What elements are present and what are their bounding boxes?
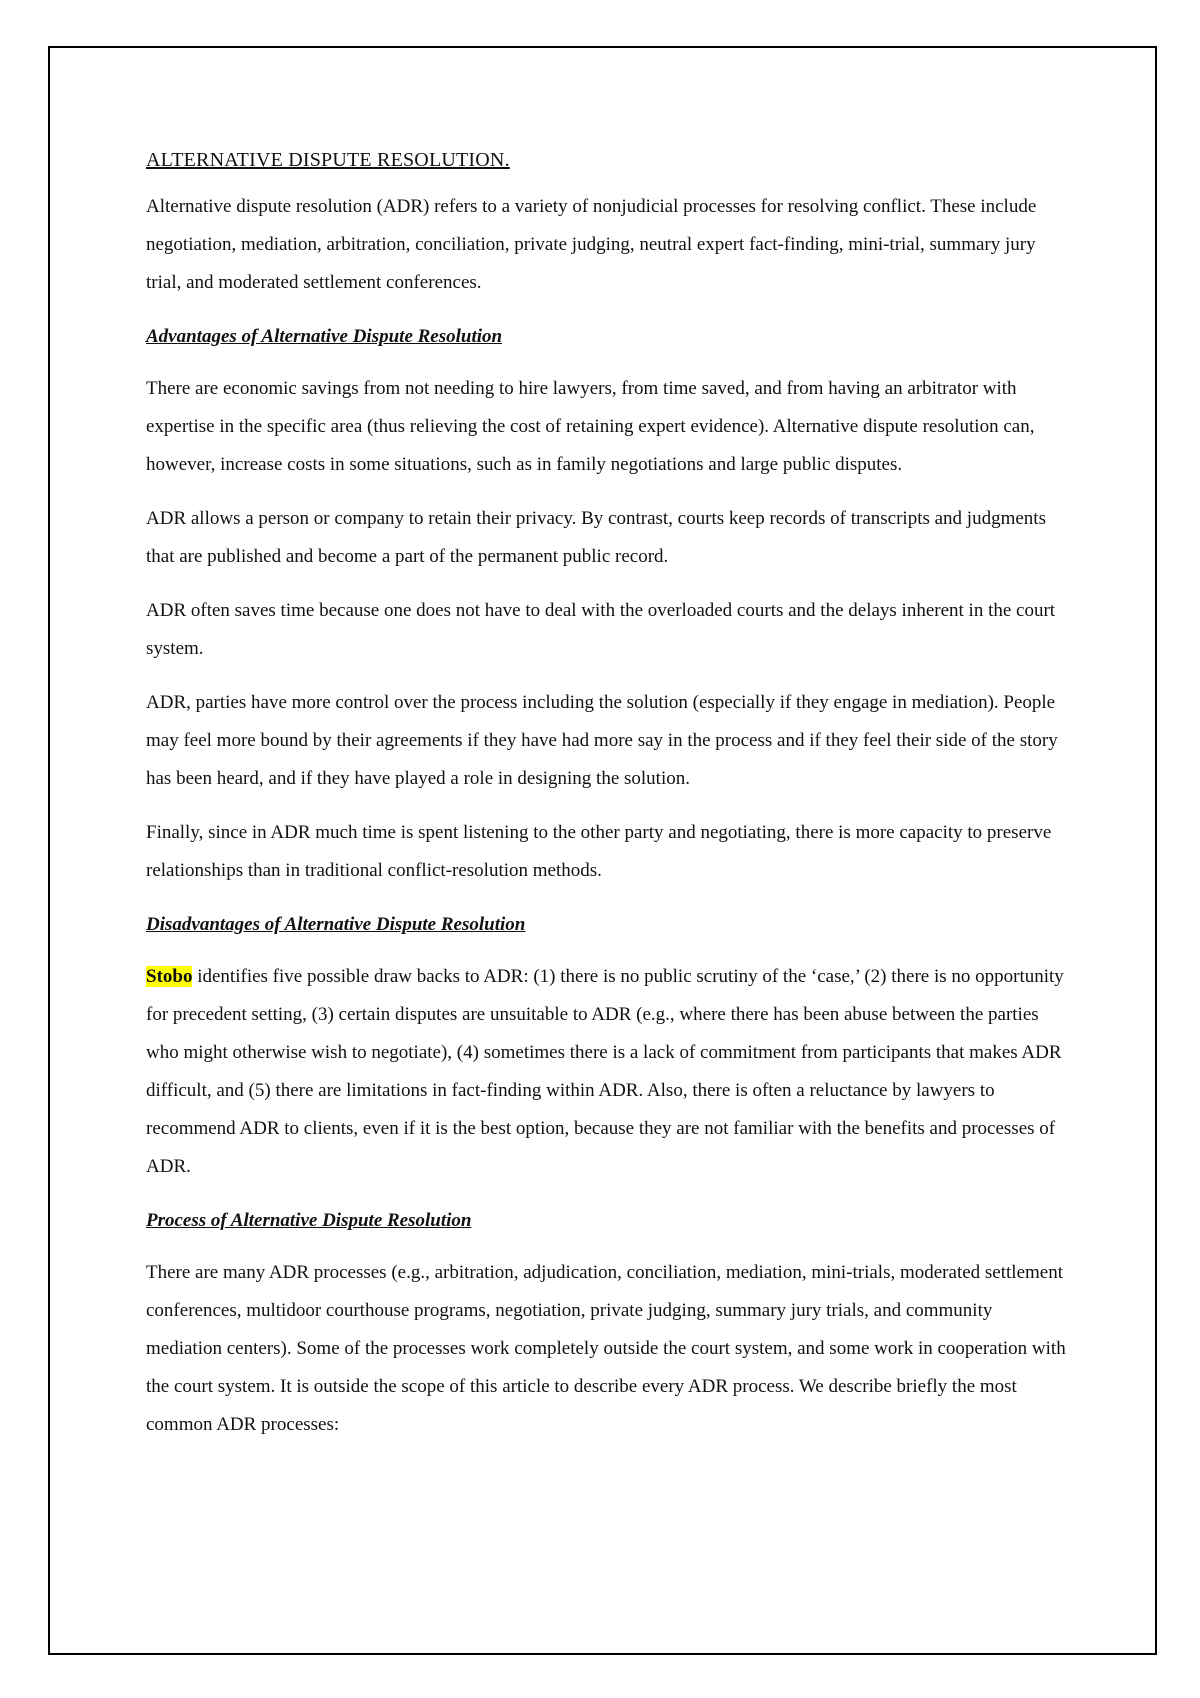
document-body: [146, 140, 1066, 1460]
advantages-heading: Advantages of Alternative Dispute Resolution: [146, 326, 503, 347]
highlighted-author-name: Stobo: [146, 966, 193, 987]
disadvantages-paragraph: [146, 958, 1066, 1186]
disadvantages-heading: Disadvantages of Alternative Dispute Resolution: [146, 914, 526, 935]
disadvantages-text: identifies five possible draw backs to ADR: (1) there is no public scrutiny of the ‘case,’ (2) there is no opportunity for precedent setting, (3) certain disputes are unsuitable to ADR (e.g., where there has been abuse between the parties who might otherwise wish to negotiate), (4) sometimes there is a lack of commitment from participants that makes ADR difficult, and (5) there are limitations in fact-finding within ADR. Also, there is often a reluctance by lawyers to recommend ADR to clients, even if it is the best option, because they are not familiar with the benefits and processes of ADR.: [146, 966, 1064, 1177]
process-heading: Process of Alternative Dispute Resolution: [146, 1210, 472, 1231]
advantages-paragraph: There are economic savings from not needing to hire lawyers, from time saved, and from having an arbitrator with expertise in the specific area (thus relieving the cost of retaining expert evidence). Alternative dispute resolution can, however, increase costs in some situations, such as in family negotiations and large public disputes.: [146, 378, 1035, 475]
process-paragraph: There are many ADR processes (e.g., arbitration, adjudication, conciliation, mediation, mini-trials, moderated settlement conferences, multidoor courthouse programs, negotiation, private judging, summary jury trials, and community mediation centers). Some of the processes work completely outside the court system, and some work in cooperation with the court system. It is outside the scope of this article to describe every ADR process. We describe briefly the most common ADR processes:: [146, 1262, 1066, 1435]
intro-paragraph: Alternative dispute resolution (ADR) refers to a variety of nonjudicial processes for resolving conflict. These include negotiation, mediation, arbitration, conciliation, private judging, neutral expert fact-finding, mini-trial, summary jury trial, and moderated settlement conferences.: [146, 196, 1037, 293]
advantages-paragraph: ADR often saves time because one does not have to deal with the overloaded courts and the delays inherent in the court system.: [146, 600, 1056, 659]
document-title: ALTERNATIVE DISPUTE RESOLUTION.: [146, 149, 510, 171]
advantages-paragraph: Finally, since in ADR much time is spent listening to the other party and negotiating, there is more capacity to preserve relationships than in traditional conflict-resolution methods.: [146, 822, 1052, 881]
advantages-paragraph: ADR allows a person or company to retain their privacy. By contrast, courts keep records of transcripts and judgments that are published and become a part of the permanent public record.: [146, 508, 1046, 567]
advantages-paragraph: ADR, parties have more control over the process including the solution (especially if they engage in mediation). People may feel more bound by their agreements if they have had more say in the process and if they feel their side of the story has been heard, and if they have played a role in designing the solution.: [146, 692, 1058, 789]
